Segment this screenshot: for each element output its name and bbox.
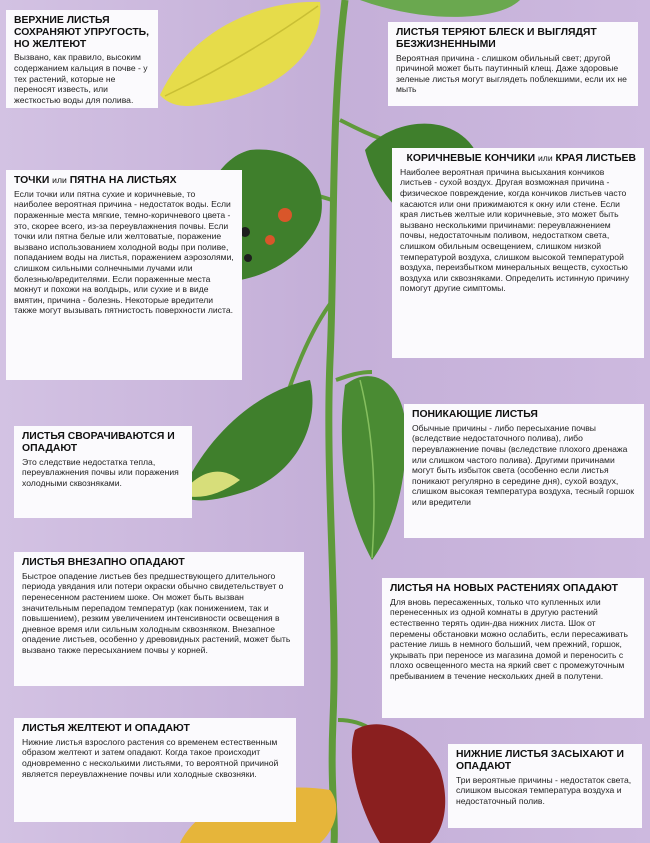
card-title: ЛИСТЬЯ СВОРАЧИВАЮТСЯ И ОПАДАЮТ xyxy=(22,431,175,454)
yellow-leaf-top xyxy=(160,2,320,106)
card-title: НИЖНИЕ ЛИСТЬЯ ЗАСЫХАЮТ И ОПАДАЮТ xyxy=(456,749,624,772)
card-title: ЛИСТЬЯ НА НОВЫХ РАСТЕНИЯХ ОПАДАЮТ xyxy=(390,583,618,594)
card-text: Три вероятные причины - недостаток света, слишком высокая температура воздуха и недостаточный полив. xyxy=(456,774,632,806)
card-text: Наиболее вероятная причина высыхания кончиков листьев - сухой воздух. Другая возможная причина - физическое повреждение, когда кончиков листьев часто касаются или они прижимаются к окну или стене. Если края листьев желтые или коричневые, это может быть вызвано несколькими причинами: переувлажнением почвы, недостаточным поливом, недостатком света, слишком обильным освещением, слишком низкой температурой воздуха, слишком высокой температурой воздуха, переизбытком минеральных веществ, сухостью воздуха или сквозняками. Определить истинную причину помогут другие симптомы. xyxy=(400,166,630,294)
card-text: Обычные причины - либо пересыхание почвы (вследствие недостаточного полива), либо переувлажнение почвы (вследствие плохого дренажа или слишком частого полива). Другими причинами могут быть избыток света (особенно если листья поникают регулярно в середине дня), сухой воздух, слишком высокая температура воздуха, тесный горшок или вредители xyxy=(412,422,635,507)
card-sudden-fall xyxy=(14,552,304,686)
card-title-part: ПЯТНА НА ЛИСТЬЯХ xyxy=(69,175,177,186)
card-title: ПОНИКАЮЩИЕ ЛИСТЬЯ xyxy=(412,409,538,420)
card-title: ВЕРХНИЕ ЛИСТЬЯ СОХРАНЯЮТ УПРУГОСТЬ, НО ЖЕЛТЕЮТ xyxy=(14,15,150,50)
green-leaf-top-right xyxy=(360,0,520,17)
card-upper-leaves-yellow xyxy=(6,10,158,108)
card-new-plants-drop xyxy=(382,578,644,718)
card-text: Если точки или пятна сухие и коричневые, то наиболее вероятная причина - недостаток воды. Если пораженные места мягкие, темно-коричневого цвета - это, скорее всего, из-за переувлажнения почвы. Если точки или пятна белые или желтоватые, поражение вызвано использованием холодной воды при поливе, попаданием воды на листья, поражением аэрозолями, слишком сильными солнечными лучами или болезнью/вредителями. Если пораженные места мокнут и похожи на волдырь, или сухие и в виде вмятин, причина - болезнь. Некоторые вредители также могут вызывать пятнистость поверхности листа. xyxy=(14,188,234,316)
card-title: ЛИСТЬЯ ВНЕЗАПНО ОПАДАЮТ xyxy=(22,557,185,568)
card-text: Быстрое опадение листьев без предшествующего длительного периода увядания или потери окраски обычно свидетельствует о перенесенном растением шоке. Он может быть вызван значительным перепадом температур (как понижением, так и повышением), резким увеличением интенсивности освещения в дневное время или сильным холодным сквозняком. Внезапное опадение листьев, особенно у древовидных растений, может быть вызвано также пересыханием почвы у корней. xyxy=(22,570,291,655)
card-title: ЛИСТЬЯ ТЕРЯЮТ БЛЕСК И ВЫГЛЯДЯТ БЕЗЖИЗНЕННЫМИ xyxy=(396,27,597,50)
card-title xyxy=(14,175,234,187)
card-text: Для вновь пересаженных, только что купленных или перенесенных из одной комнаты в другую растений естественно терять один-два нижних листа. Шок от перемены обстановки можно ослабить, если пересаживать растение лишь в немного больший, чем прежний, горшок, укрывать при переносе из магазина домой и переносить с плохо освещенного места на яркий свет с промежуточным пребыванием в течение нескольких дней в полутени. xyxy=(390,596,628,681)
card-leaves-curl xyxy=(14,426,192,518)
card-text: Вероятная причина - слишком обильный свет; другой причиной может быть паутинный клещ. Даже здоровые зеленые листья могут выглядеть поблекшими, если их не мыть xyxy=(396,52,627,95)
card-title-part: КОРИЧНЕВЫЕ КОНЧИКИ xyxy=(406,153,536,164)
card-title-part: КРАЯ ЛИСТЬЕВ xyxy=(555,153,636,164)
card-drooping-leaves xyxy=(404,404,644,538)
card-brown-tips xyxy=(392,148,644,358)
red-leaf-bottom xyxy=(352,724,445,843)
card-text: Вызвано, как правило, высоким содержанием кальция в почве - у тех растений, которые не переносят известь, или жесткостью воды для полива. xyxy=(14,52,148,105)
card-lower-leaves-dry xyxy=(448,744,642,828)
card-title-or: или xyxy=(538,153,553,163)
card-spots-on-leaves xyxy=(6,170,242,380)
card-title-part: ТОЧКИ xyxy=(14,175,50,186)
card-title: ЛИСТЬЯ ЖЕЛТЕЮТ И ОПАДАЮТ xyxy=(22,723,190,734)
card-title xyxy=(400,153,636,165)
card-text: Это следствие недостатка тепла, переувлажнения почвы или поражения холодными сквозняками. xyxy=(22,456,179,488)
card-title-or: или xyxy=(52,175,67,185)
card-yellow-and-fall xyxy=(14,718,296,822)
card-text: Нижние листья взрослого растения со временем естественным образом желтеют и затем опадают. Когда такое происходит одновременно с несколькими листьями, то вероятной причиной является переувлажнение почвы или холодные сквозняки. xyxy=(22,736,279,779)
card-leaves-lose-shine xyxy=(388,22,638,106)
